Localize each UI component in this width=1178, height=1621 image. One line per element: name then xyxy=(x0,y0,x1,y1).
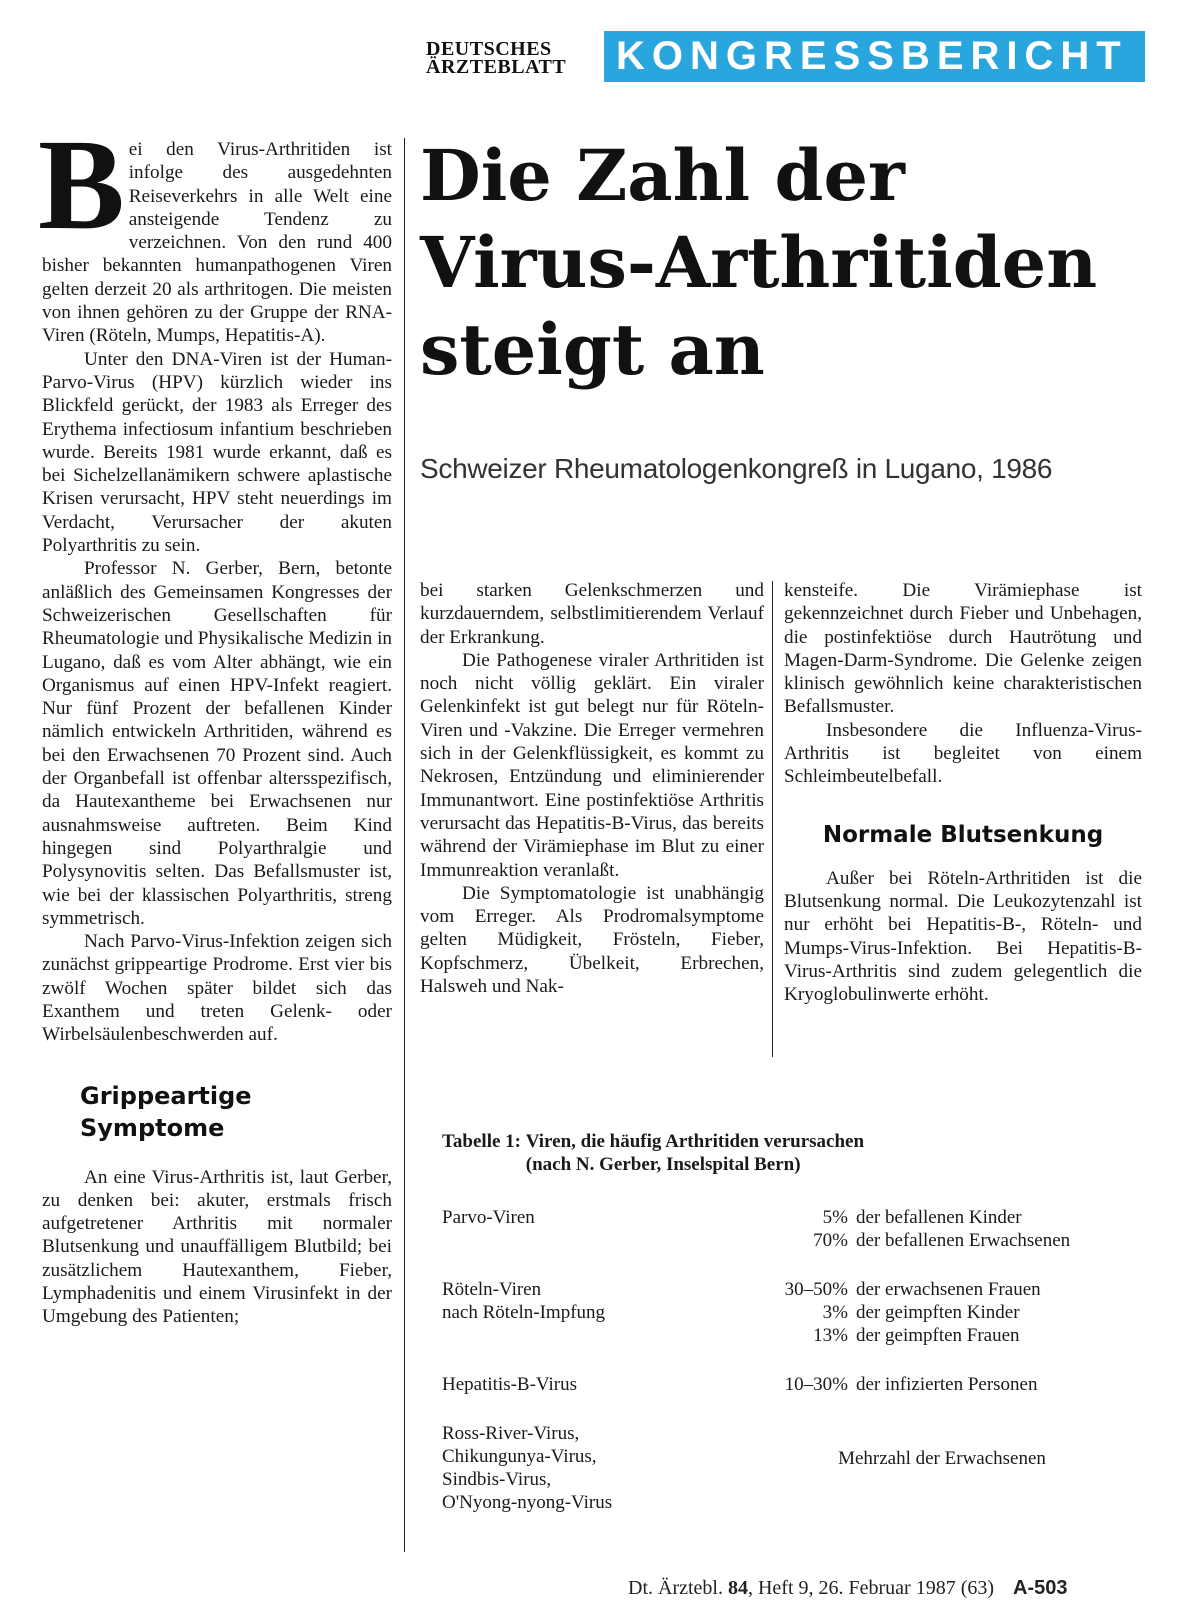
group-text: der befallenen Kinder xyxy=(856,1207,1022,1228)
virus-name: O'Nyong-nyong-Virus xyxy=(442,1492,613,1513)
table-row xyxy=(442,1373,1142,1396)
group-text: der infizierten Personen xyxy=(856,1374,1038,1395)
group-text: der geimpften Frauen xyxy=(856,1325,1020,1346)
table-row xyxy=(442,1206,1142,1252)
paragraph-diagnose: An eine Virus-Arthritis ist, laut Gerber, zu denken bei: akuter, erstmals frisch aufgetretener Arthritis mit normaler Blutsenkung und unauffälligem Blutbild; bei zusätzlichem Hautexanthem, Fieber, Lymphadenitis und einem Virusinfekt in der Umgebung des Patienten; xyxy=(42,1166,392,1328)
paragraph-viraemiephase: kensteife. Die Virämiephase ist gekennzeichnet durch Fieber und Unbehagen, die postinfektiöse durch Hautrötung und Magen-Darm-Syndrome. Die Gelenke zeigen klinisch gewöhnlich keine charakteristischen Befallsmuster. xyxy=(784,580,1142,718)
paragraph-dna-viren: Unter den DNA-Viren ist der Human-Parvo-Virus (HPV) kürzlich wieder ins Blickfeld gerückt, der 1983 als Erreger des Erythema infectiosum infantium beschrieben wurde. Bereits 1981 wurde erkannt, daß es bei Sichelzellanämikern schwere aplastische Krisen verursacht, HPV steht neuerdings im Verdacht, Verursacher der akuten Polyarthritis zu sein. xyxy=(42,348,392,557)
paragraph-symptomatologie: Die Symptomatologie ist unabhängig vom Erreger. Als Prodromalsymptome gelten Müdigkeit, Frösteln, Fieber, Kopfschmerz, Übelkeit, Erbrechen, Halsweh und Nak- xyxy=(420,882,764,998)
paragraph-gerber: Professor N. Gerber, Bern, betonte anläßlich des Gemeinsamen Kongresses der Schweizerischen Gesellschaften für Rheumatologie und Physikalische Medizin in Lugano, daß es vom Alter abhängt, wie ein Organismus auf einen HPV-Infekt reagiert. Nur fünf Prozent der befallenen Kinder nämlich entwickeln Arthritiden, während es bei den Erwachsenen 70 Prozent sind. Auch der Organbefall ist offenbar altersspezifisch, da Hautexantheme bei Erwachsenen nur ausnahmsweise auftreten. Beim Kind hingegen sind Polyarthralgie und Polysynovitis selten. Das Befallsmuster ist, wie bei der klassischen Polyarthritis, streng symmetrisch. xyxy=(42,558,392,929)
group-text: Mehrzahl der Erwachsenen xyxy=(838,1448,1046,1469)
footer-issue-date: , Heft 9, 26. Februar 1987 (63) xyxy=(747,1577,995,1599)
table-row xyxy=(442,1278,1142,1347)
subheading-grippeartige xyxy=(80,1080,392,1144)
right-column xyxy=(784,579,1142,1006)
virus-name: Röteln-Viren xyxy=(442,1279,542,1300)
table-caption xyxy=(442,1130,1142,1176)
percent-value: 13% xyxy=(813,1325,848,1346)
paragraph-intro-text: ei den Virus-Arthritiden ist infolge des ausgedehnten Reiseverkehrs in alle Welt eine ansteigende Tendenz zu verzeichnen. Von den rund 400 bisher bekannten humanpathogenen Viren gelten derzeit 20 als arthritogen. Die meisten von ihnen gehören zu der Gruppe der RNA-Viren (Röteln, Mumps, Hepatitis-A). xyxy=(42,139,392,347)
footer-journal: Dt. Ärztebl. xyxy=(628,1577,723,1599)
table-row xyxy=(442,1422,1142,1514)
virus-name: Chikungunya-Virus, xyxy=(442,1446,597,1467)
subheading-blutsenkung: Normale Blutsenkung xyxy=(822,821,1104,848)
journal-brand xyxy=(426,40,596,76)
title-line-2: Virus-Arthritiden xyxy=(420,221,1098,304)
percent-value: 5% xyxy=(822,1207,848,1228)
percent-value: 10–30% xyxy=(784,1374,848,1395)
paragraph-gelenkschmerzen: bei starken Gelenkschmerzen und kurzdauerndem, selbstlimitierendem Verlauf der Erkrankung. xyxy=(420,580,764,648)
percent-value: 3% xyxy=(822,1302,848,1323)
group-text: der geimpften Kinder xyxy=(856,1302,1020,1323)
footer-page-number: A-503 xyxy=(1013,1577,1068,1599)
page-footer xyxy=(628,1576,1068,1600)
paragraph-blutsenkung: Außer bei Röteln-Arthritiden ist die Blutsenkung normal. Die Leukozytenzahl ist nur erhöht bei Hepatitis-B-, Röteln- und Mumps-Virus-Infektion. Bei Hepatitis-B-Virus-Arthritis sind zudem gelegentlich die Kryoglobulinwerte erhöht. xyxy=(784,867,1142,1006)
left-column xyxy=(38,113,392,1329)
virus-name: Parvo-Viren xyxy=(442,1207,535,1228)
percent-value: 70% xyxy=(813,1230,848,1251)
percent-value: 30–50% xyxy=(784,1279,848,1300)
brand-line-1: DEUTSCHES xyxy=(426,38,552,60)
table-caption-label: Tabelle 1: xyxy=(442,1131,521,1152)
table-caption-line-2: (nach N. Gerber, Inselspital Bern) xyxy=(525,1154,801,1175)
column-rule-left xyxy=(404,138,405,1552)
footer-volume: 84 xyxy=(727,1577,748,1599)
virus-name: Sindbis-Virus, xyxy=(442,1469,552,1490)
subheading-line-1: Grippeartige xyxy=(80,1081,252,1110)
column-rule-right xyxy=(772,581,773,1057)
brand-line-2: ÄRZTEBLATT xyxy=(426,56,567,78)
subheading-line-2: Symptome xyxy=(80,1113,225,1142)
section-label: KONGRESSBERICHT xyxy=(616,34,1128,78)
virus-name: Hepatitis-B-Virus xyxy=(442,1374,578,1395)
article-title xyxy=(420,132,1150,393)
paragraph-intro xyxy=(38,113,392,348)
section-banner xyxy=(604,31,1145,82)
title-line-1: Die Zahl der xyxy=(420,134,905,217)
table-caption-line-1: Viren, die häufig Arthritiden verursachen xyxy=(525,1131,865,1152)
group-text: der erwachsenen Frauen xyxy=(856,1279,1041,1300)
table-viren xyxy=(442,1130,1142,1540)
drop-cap: B xyxy=(38,113,125,257)
group-text: der befallenen Erwachsenen xyxy=(856,1230,1071,1251)
virus-name: nach Röteln-Impfung xyxy=(442,1302,606,1323)
article-subtitle: Schweizer Rheumatologenkongreß in Lugano, 1986 xyxy=(420,453,1053,484)
paragraph-influenza: Insbesondere die Influenza-Virus-Arthritis ist begleitet von einem Schleimbeutelbefall. xyxy=(784,719,1142,788)
virus-name: Ross-River-Virus, xyxy=(442,1423,580,1444)
paragraph-pathogenese: Die Pathogenese viraler Arthritiden ist noch nicht völlig geklärt. Ein viraler Gelenkinfekt ist gut belegt nur für Röteln-Viren und -Vakzine. Die Erreger vermehren sich in der Gelenkflüssigkeit, es kommt zu Nekrosen, Entzündung und eliminierender Immunantwort. Eine postinfektiöse Arthritis verursacht das Hepatitis-B-Virus, das bereits während der Virämiephase im Blut zu einer Immunreaktion veranlaßt. xyxy=(420,649,764,881)
title-line-3: steigt an xyxy=(420,308,765,391)
middle-column xyxy=(420,579,764,998)
paragraph-parvo: Nach Parvo-Virus-Infektion zeigen sich zunächst grippeartige Prodrome. Erst vier bis zwölf Wochen später bildet sich das Exanthem und treten Gelenk- oder Wirbelsäulenbeschwerden auf. xyxy=(42,931,392,1046)
